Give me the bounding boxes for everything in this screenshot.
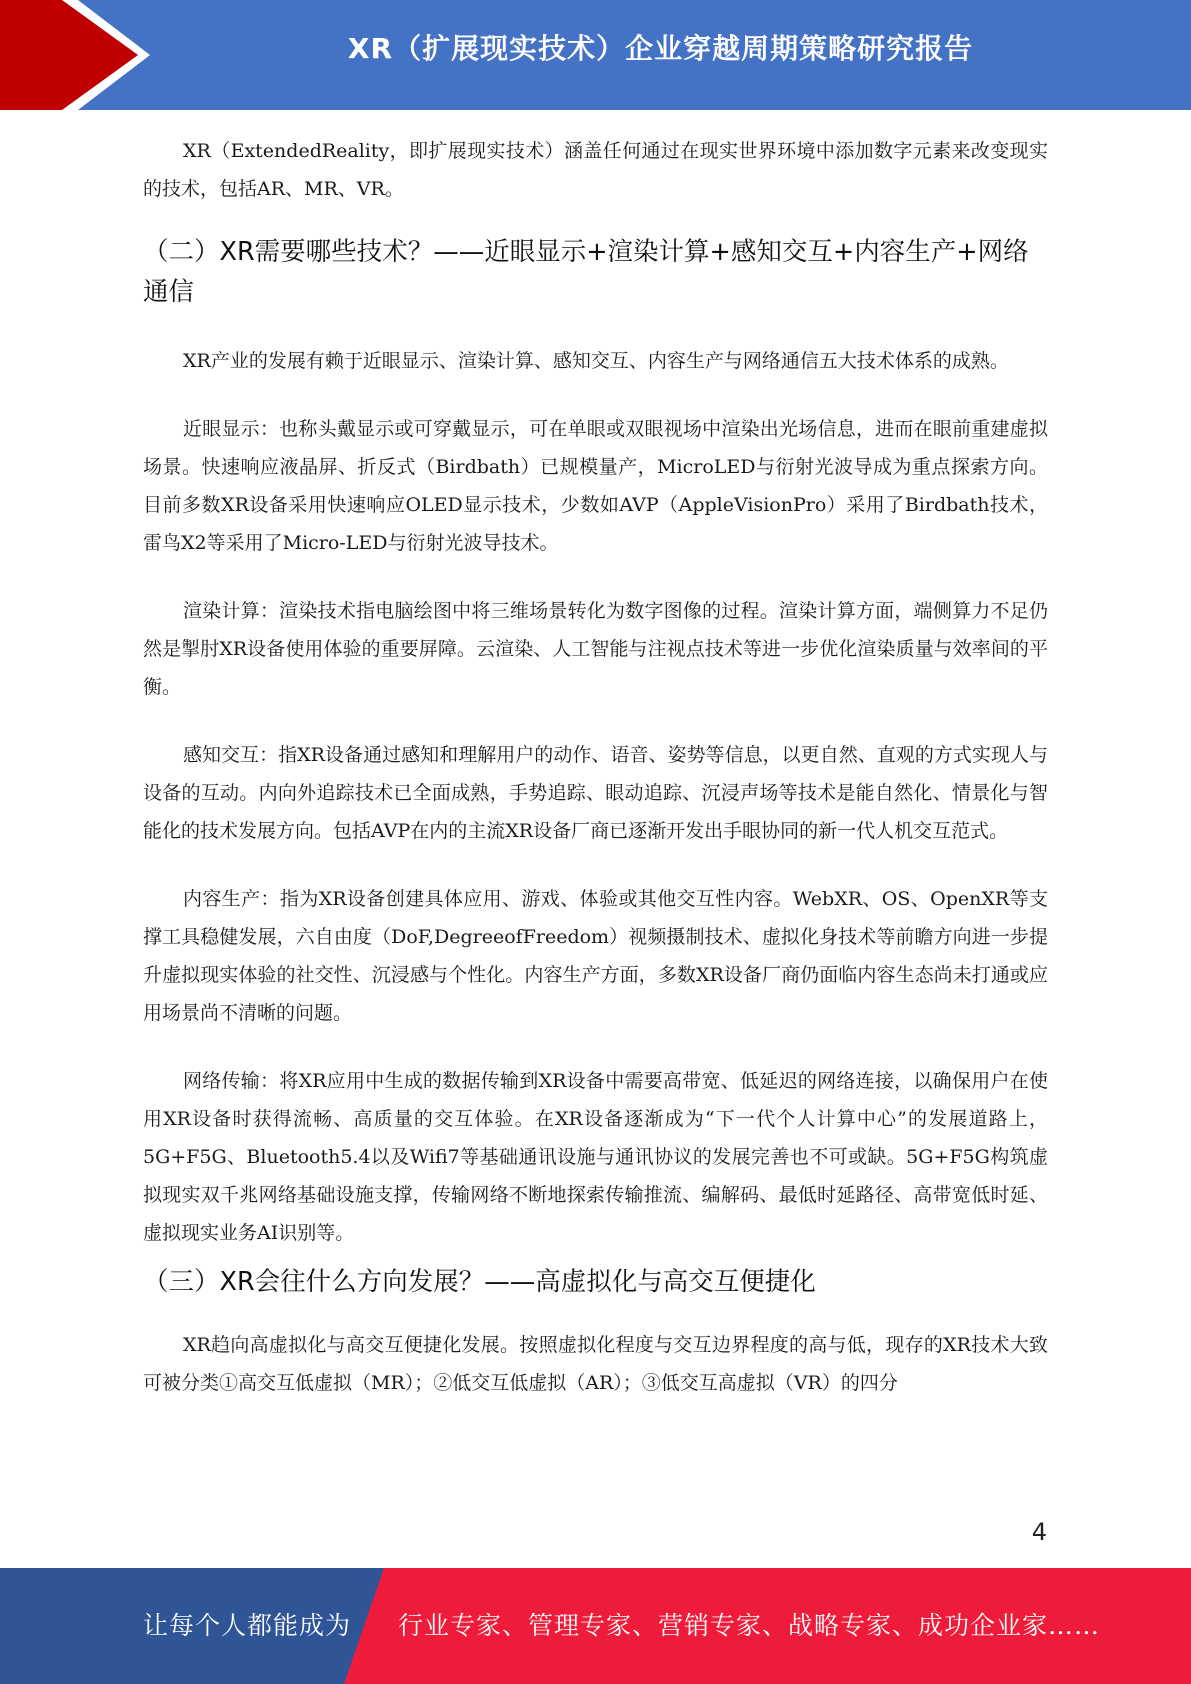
- page-number: 4: [1031, 1518, 1047, 1546]
- page-footer: [0, 1568, 1191, 1684]
- near-eye-display-paragraph: 近眼显示：也称头戴显示或可穿戴显示，可在单眼或双眼视场中渲染出光场信息，进而在眼前重建虚拟场景。快速响应液晶屏、折反式（Birdbath）已规模量产，MicroLED与衍射光波导成为重点探索方向。目前多数XR设备采用快速响应OLED显示技术，少数如AVP（AppleVisionPro）采用了Birdbath技术，雷鸟X2等采用了Micro-LED与衍射光波导技术。: [143, 418, 1048, 554]
- intro-paragraph: XR（ExtendedReality，即扩展现实技术）涵盖任何通过在现实世界环境中添加数字元素来改变现实的技术，包括AR、MR、VR。: [143, 140, 1048, 200]
- footer-slogan-left: 让每个人都能成为: [143, 1611, 352, 1640]
- network-paragraph: 网络传输：将XR应用中生成的数据传输到XR设备中需要高带宽、低延迟的网络连接，以确保用户在使用XR设备时获得流畅、高质量的交互体验。在XR设备逐渐成为“下一代个人计算中心”的发展道路上，5G+F5G、Bluetooth5.4以及Wifi7等基础通讯设施与通讯协议的发展完善也不可或缺。5G+F5G构筑虚拟现实双千兆网络基础设施支撑，传输网络不断地探索传输推流、编解码、最低时延路径、高带宽低时延、虚拟现实业务AI识别等。: [143, 1070, 1048, 1244]
- content-production-paragraph: 内容生产：指为XR设备创建具体应用、游戏、体验或其他交互性内容。WebXR、OS、OpenXR等支撑工具稳健发展，六自由度（DoF,DegreeofFreedom）视频摄制技术、虚拟化身技术等前瞻方向进一步提升虚拟现实体验的社交性、沉浸感与个性化。内容生产方面，多数XR设备厂商仍面临内容生态尚未打通或应用场景尚不清晰的问题。: [143, 888, 1048, 1024]
- perception-paragraph: 感知交互：指XR设备通过感知和理解用户的动作、语音、姿势等信息，以更自然、直观的方式实现人与设备的互动。内向外追踪技术已全面成熟，手势追踪、眼动追踪、沉浸声场等技术是能自然化、情景化与智能化的技术发展方向。包括AVP在内的主流XR设备厂商已逐渐开发出手眼协同的新一代人机交互范式。: [143, 744, 1048, 842]
- page-header: [0, 0, 1191, 110]
- footer-slogan-right: 行业专家、管理专家、营销专家、战略专家、成功企业家……: [398, 1611, 1101, 1640]
- rendering-paragraph: 渲染计算：渲染技术指电脑绘图中将三维场景转化为数字图像的过程。渲染计算方面，端侧算力不足仍然是掣肘XR设备使用体验的重要屏障。云渲染、人工智能与注视点技术等进一步优化渲染质量与效率间的平衡。: [143, 600, 1048, 698]
- section-heading-3: （三）XR会往什么方向发展？——高虚拟化与高交互便捷化: [143, 1267, 816, 1297]
- section2-intro-paragraph: XR产业的发展有赖于近眼显示、渲染计算、感知交互、内容生产与网络通信五大技术体系的成熟。: [183, 350, 1009, 372]
- main-content: [143, 132, 1048, 1402]
- section3-paragraph: XR趋向高虚拟化与高交互便捷化发展。按照虚拟化程度与交互边界程度的高与低，现存的XR技术大致可被分类①高交互低虚拟（MR）；②低交互低虚拟（AR）；③低交互高虚拟（VR）的四分: [143, 1334, 1048, 1394]
- report-title: XR（扩展现实技术）企业穿越周期策略研究报告: [347, 32, 974, 65]
- section-heading-2: （二）XR需要哪些技术？——近眼显示+渲染计算+感知交互+内容生产+网络通信: [143, 237, 1029, 307]
